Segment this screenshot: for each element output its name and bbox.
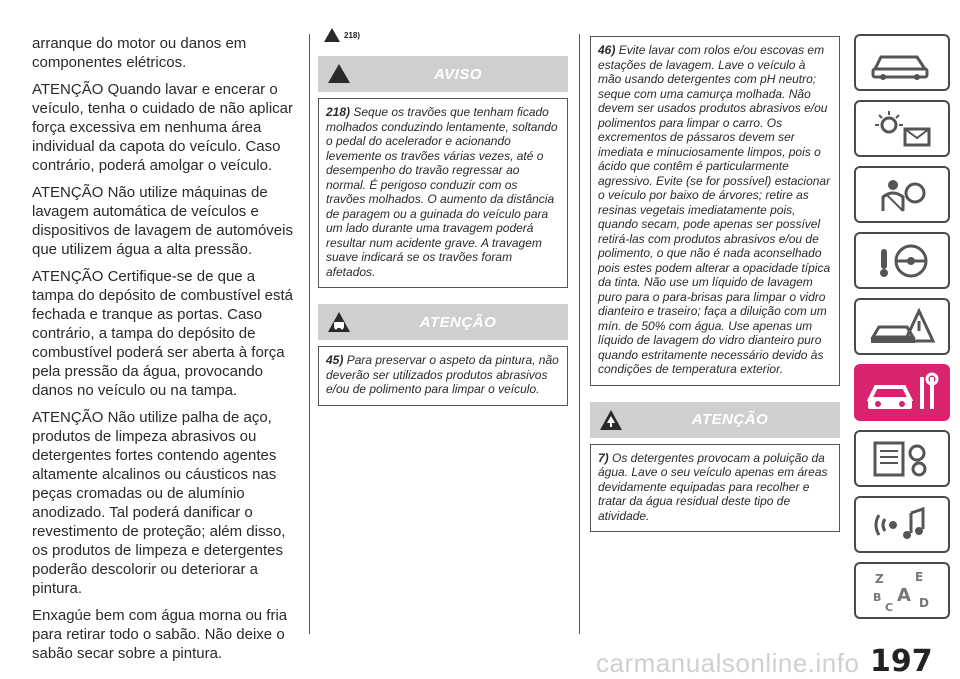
car-overview-icon: [867, 43, 937, 83]
tree-environment-icon: [600, 410, 622, 435]
car-warning-icon: [328, 312, 350, 337]
atencao-box: 7) Os detergentes provocam a poluição da água. Lave o seu veículo apenas em áreas devidamente equipadas para recolher e tratar da água residual deste tipo de atividade.: [590, 444, 840, 533]
paragraph: ATENÇÃO Não utilize máquinas de lavagem automática de veículos e dispositivos de lavagem de automóveis que utilizem água a alta pressão.: [32, 184, 293, 258]
tab-dashboard-lights[interactable]: [854, 100, 950, 157]
starting-driving-icon: [867, 241, 937, 281]
warning-emergency-icon: [867, 307, 937, 347]
atencao-box: 45) Para preservar o aspeto da pintura, não deverão ser utilizados produtos abrasivos e/ou de polimento para limpar o veículo.: [318, 346, 568, 406]
notes-column: [590, 36, 840, 532]
warning-triangle-icon: [328, 64, 350, 83]
svg-text:C: C: [885, 600, 894, 613]
paragraph: ATENÇÃO Quando lavar e encerar o veículo, tenha o cuidado de não aplicar força excessiva em nenhuma área individual da capota do veículo. Caso contrário, poderá amolgar o veículo.: [32, 81, 294, 174]
atencao-header: ATENÇÃO: [590, 402, 840, 438]
aviso-header: AVISO: [318, 56, 568, 92]
tab-safety[interactable]: [854, 166, 950, 223]
technical-data-icon: [867, 439, 937, 479]
svg-text:A: A: [897, 584, 911, 606]
body-text-column: [32, 34, 300, 671]
svg-text:Z: Z: [875, 571, 884, 586]
aviso-box: 218) Seque os travões que tenham ficado molhados conduzindo lentamente, soltando o pedal do acelerador e acionando levemente os travões várias vezes, até o desempenho do travão regressar ao normal. É perigoso conduzir com os travões molhados. O aumento da distância de paragem ou a guinada do veículo para um lado durante uma travagem poderá resultar num acidente grave. A travagem suave indicará se os travões foram afetados.: [318, 98, 568, 288]
atencao-header: ATENÇÃO: [318, 304, 568, 340]
warning-triangle-icon: [324, 28, 340, 42]
chapter-tabs: [854, 34, 950, 628]
safety-airbag-icon: [867, 175, 937, 215]
svg-text:D: D: [919, 595, 929, 610]
watermark: carmanualsonline.info: [596, 648, 860, 678]
multimedia-icon: [867, 505, 937, 545]
index-letters-icon: [867, 569, 937, 613]
page-number: 197: [870, 644, 933, 679]
tab-maintenance[interactable]: [854, 364, 950, 421]
paragraph: arranque do motor ou danos em componentes elétricos.: [32, 35, 247, 71]
dashboard-lights-icon: [867, 109, 937, 149]
note-box: 46) Evite lavar com rolos e/ou escovas em estações de lavagem. Lave o veículo à mão usando detergentes com pH neutro; seque com uma camurça molhada. Não devem ser usados produtos abrasivos e/ou polimentos para limpar o carro. Os excrementos de pássaros devem ser imediata e minuciosamente limpos, pois o ácido que contêm é particularmente agressivo. Evite (se for possível) estacionar o veículo por baixo de árvores; retire as resinas vegetais imediatamente pois, quando secam, pode apenas ser possível retirá-las com produtos abrasivos e/ou de polimento, o que não é nada aconselhado pois estes podem alterar a opacidade típica da tinta. Não use um líquido de lavagem puro para o para-brisas para limpar o vidro dianteiro e traseiro; faça a diluição com um mín. de 50% com água. Use apenas um líquido de lavagem do vidro dianteiro puro quando estritamente necessário devido às condições de temperatura exterior.: [590, 36, 840, 386]
maintenance-car-wrench-icon: [864, 371, 940, 415]
warning-reference: 218): [324, 28, 568, 42]
paragraph: Enxagúe bem com água morna ou fria para retirar todo o sabão. Não deixe o sabão secar sobre a pintura.: [32, 607, 288, 662]
warnings-column: [318, 28, 568, 406]
aviso-section: [318, 56, 568, 288]
svg-text:E: E: [915, 569, 924, 584]
tab-starting-driving[interactable]: [854, 232, 950, 289]
tab-emergency[interactable]: [854, 298, 950, 355]
atencao-section: [318, 304, 568, 406]
tab-car-overview[interactable]: [854, 34, 950, 91]
column-divider: [309, 34, 310, 634]
column-divider: [579, 34, 580, 634]
paragraph: ATENÇÃO Certifique-se de que a tampa do depósito de combustível está fechada e tranque as portas. Caso contrário, a tampa do depósito de combustível poderá ser aberta à força pela pressão da água, provocando danos no veículo ou na tampa.: [32, 268, 293, 399]
tab-technical-data[interactable]: [854, 430, 950, 487]
atencao-environment-section: [590, 402, 840, 533]
tab-multimedia[interactable]: [854, 496, 950, 553]
paragraph: ATENÇÃO Não utilize palha de aço, produtos de limpeza abrasivos ou detergentes fortes contendo agentes altamente alcalinos ou cáusticos nas peças cromadas ou de alumínio anodizado. Tal poderá danificar o revestimento de proteção; além disso, os produtos de limpeza e detergentes poderão descolorir ou deteriorar a pintura.: [32, 409, 286, 597]
svg-text:B: B: [873, 590, 882, 604]
tab-index[interactable]: [854, 562, 950, 619]
